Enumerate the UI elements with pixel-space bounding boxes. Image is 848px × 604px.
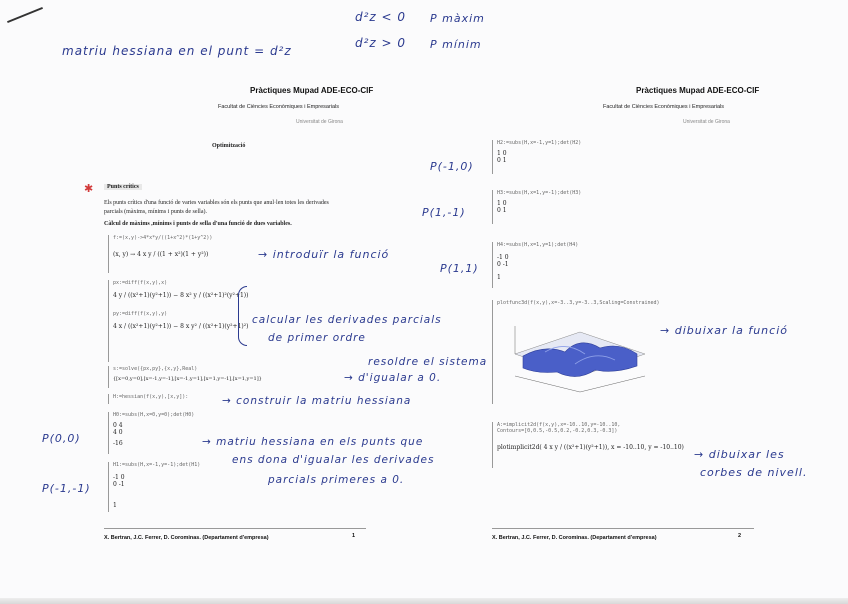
note-hess-points-3: parcials primeres a 0. [268,474,405,486]
surface-plot[interactable] [505,314,655,398]
note-solve-2: → d'igualar a 0. [344,372,442,384]
input-line: H:=hessian(f(x,y),[x,y]): [113,394,189,400]
subsection-title: Punts crítics [104,184,142,190]
note-hessian: → construir la matriu hessiana [222,395,412,407]
input-line: H2:=subs(H,x=-1,y=1);det(H2) [497,140,582,146]
output-line: 4 x / ((x²+1)(y²+1)) − 8 x y² / ((x²+1)(y²+1)²) [113,323,249,330]
note-pm10: P(-1,0) [430,160,474,173]
input-line: H0:=subs(H,x=0,y=0);det(H0) [113,412,195,418]
page1-footer-rule [104,528,366,529]
note-hess-points-2: ens dona d'igualar les derivades [232,454,435,466]
note-pm1m1: P(-1,-1) [42,482,91,495]
code-cell-4[interactable] [108,366,262,388]
note-derivatives-2: de primer ordre [268,332,366,344]
page2-header-univ: Universitat de Girona [683,119,730,125]
scan-mark [7,7,43,23]
note-p11: P(1,1) [440,262,479,275]
code-cell-7[interactable] [108,462,200,512]
cond-min-label: P mínim [430,38,482,51]
bullet-icon: ✱ [84,183,94,195]
input-line: H3:=subs(H,x=1,y=-1);det(H3) [497,190,582,196]
page1-header-faculty: Facultat de Ciències Econòmiques i Empresarials [218,104,340,110]
bold-heading: Càlcul de màxims ,mínims i punts de sella d'una funció de dues variables. [104,221,292,227]
matrix-row: 4 0 [113,429,123,436]
scan-edge [0,598,848,604]
output-line: 4 y / ((x²+1)(y²+1)) − 8 x² y / ((x²+1)²(y²+1)) [113,292,249,299]
hand-brace [238,286,247,346]
matrix-row: 0 1 [497,157,507,164]
page1-header-univ: Universitat de Girona [296,119,343,125]
note-draw-levels-2: corbes de nivell. [700,466,808,479]
page2-footer-authors: X. Bertran, J.C. Ferrer, D. Corominas. (Departament d'empresa) [492,535,657,541]
input-line: s:=solve({px,py},{x,y},Real) [113,366,198,372]
p2-code-cell-2[interactable] [492,190,581,224]
matrix-row: 1 0 [497,200,507,207]
output-line: plotimplicit2d( 4 x y / ((x²+1)(y²+1)), x = -10..10, y = -10..10) [497,444,684,451]
p2-code-cell-1[interactable] [492,140,581,174]
matrix-row: -1 0 [113,474,125,481]
note-intro-func: → introduïr la funció [258,248,390,261]
output-line: {[x=0,y=0],[x=-1,y=-1],[x=-1,y=1],[x=1,y=-1],[x=1,y=1]} [113,376,262,382]
input-line: H1:=subs(H,x=-1,y=-1);det(H1) [113,462,201,468]
note-solve: resoldre el sistema [368,356,488,368]
page1-footer-authors: X. Bertran, J.C. Ferrer, D. Corominas. (Departament d'empresa) [104,535,269,541]
det-value: -16 [113,440,123,447]
output-line: (x, y) → 4 x y / ((1 + x²)(1 + y²)) [113,251,209,258]
cond-min: d²z > 0 [355,36,407,50]
note-derivatives: calcular les derivades parcials [252,314,442,326]
input-line: H4:=subs(H,x=1,y=1);det(H4) [497,242,579,248]
page1-header-title: Pràctiques Mupad ADE-ECO-CIF [250,86,374,95]
input-line: Contours=[0,0.5,-0.5,0.2,-0.2,0.3,-0.3]) [497,428,618,434]
input-line: f:=(x,y)->4*x*y/((1+x^2)*(1+y^2)) [113,235,213,241]
note-draw-func: → dibuixar la funció [660,324,788,337]
note-p00: P(0,0) [42,432,81,445]
code-cell-6[interactable] [108,412,194,454]
input-line: px:=diff(f(x,y),x) [113,280,168,286]
det-value: 1 [113,502,117,509]
p2-code-cell-5[interactable] [492,422,684,468]
matrix-row: 0 -1 [497,261,509,268]
matrix-row: 0 1 [497,207,507,214]
hessian-note: matriu hessiana en el punt = d²z [62,44,292,58]
p2-code-cell-3[interactable] [492,242,578,288]
code-cell-5[interactable] [108,394,188,404]
plot-y-axis [580,376,645,392]
det-value: 1 [497,274,501,281]
cond-max-label: P màxim [430,12,485,25]
page2-header-title: Pràctiques Mupad ADE-ECO-CIF [636,86,760,95]
section-title: Optimització [212,143,246,149]
matrix-row: 1 0 [497,150,507,157]
matrix-row: -1 0 [497,254,509,261]
matrix-row: 0 4 [113,422,123,429]
matrix-row: 0 -1 [113,481,125,488]
code-cell-2[interactable] [108,280,248,362]
page1-page-number: 1 [352,533,356,539]
cond-max: d²z < 0 [355,10,407,24]
input-line: plotfunc3d(f(x,y),x=-3..3,y=-3..3,Scaling=Constrained) [497,300,660,306]
input-line: py:=diff(f(x,y),y) [113,311,168,317]
note-hess-points: → matriu hessiana en els punts que [202,436,424,448]
note-p1m1: P(1,-1) [422,206,466,219]
page2-page-number: 2 [738,533,742,539]
note-draw-levels: → dibuixar les [694,448,785,461]
input-line: A:=implicit2d(f(x,y),x=-10..10,y=-10..10, [497,422,621,428]
code-cell-1[interactable] [108,235,212,273]
page2-header-faculty: Facultat de Ciències Econòmiques i Empresarials [603,104,725,110]
plot-x-axis [515,376,580,392]
intro-text: Els punts crítics d'una funció de varies variables són els punts que anul·len totes les derivades parcials (màxims, mínims i punts de sella). [104,200,329,215]
page2-footer-rule [492,528,754,529]
